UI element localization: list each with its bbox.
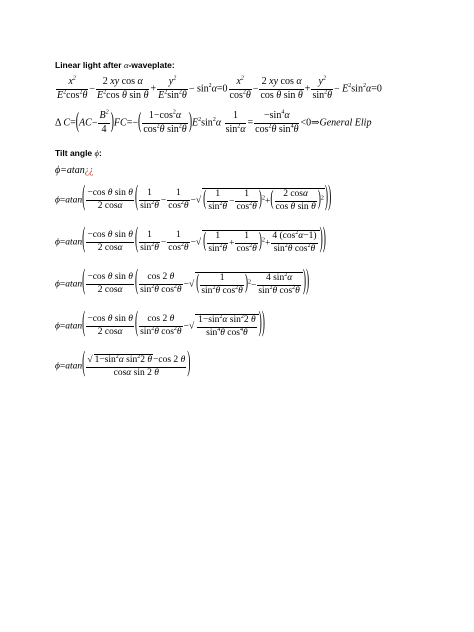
phi-equation-4: ϕ=atan( $\frac{\text{−cos θ sin θ}}{2 \cos\alpha}$ ( $\frac{\cos 2 \theta}{\sin^2\theta \cos^2\theta}$ −√ $\frac{1-\sin^2\alpha \sin^22 \theta}{\sin^4\theta \cos^4\theta}$ )) [55, 309, 265, 340]
missing-glyph-marker: ¿¿ [84, 165, 94, 176]
ellipse-equation: $\frac{x^2}{E^2\cos^2\theta}$ − $\frac{\text{2 xy cos α}}{E^2\cos \theta \sin \theta}$ + $\frac{y^2}{E^2\sin^2\theta}$ − $\sin^2\alpha=0$ $\frac{x^2}{\cos^2\theta}$ − $\frac{\text{2 xy cos α}}{\text{cos θ sin θ}}$ + $\frac{y^2}{\sin^2\theta}$ − $E^2\sin^2\alpha=0$ [57, 75, 382, 101]
phi-equation-2: ϕ=atan( $\frac{\text{−cos θ sin θ}}{2 \cos\alpha}$ ( $\frac{1}{\sin^2\theta}$ − $\frac{1}{\cos^2\theta}$ −√ ( $\frac{1}{\sin^2\theta}$ + $\frac{1}{\cos^2\theta}$ )$^2$+ $\frac{4 (\cos^2\alpha-1)}{\sin^2\theta \cos^2\theta}$ )) [55, 225, 326, 256]
phi-definition: ϕ=atan¿¿ [55, 165, 94, 176]
tilt-angle-heading: Tilt angle ϕ: [55, 148, 102, 158]
delta-c-equation: Δ C=(AC− $\frac{B^2}{4}$ )FC=−( $\frac{1-\cos^2\alpha}{\cos^2\theta \sin^2\theta}$ )$E^2\sin^2\alpha$ $\frac{1}{\sin^2\alpha}$ = $\frac{-\sin^4\alpha}{\cos^2\theta \sin^4\theta}$ <0⇒General Elip [55, 109, 372, 135]
general-ellipse-label: General Elip [319, 117, 372, 129]
phi-equation-1: ϕ=atan( $\frac{\text{−cos θ sin θ}}{2 \cos\alpha}$ ( $\frac{1}{\sin^2\theta}$ − $\frac{1}{\cos^2\theta}$ −√ ( $\frac{1}{\sin^2\theta}$ − $\frac{1}{\cos^2\theta}$ )$^2$+( $\frac{2 \cos\alpha}{\text{cos θ sin θ}}$ )$^2$)) [55, 183, 332, 214]
phi-equation-5: ϕ=atan( $\frac{√ 1-\sin^2\alpha \sin^22 \theta-\cos 2 \theta}{\text{cosα sin 2 θ}}$ ) [55, 349, 191, 380]
linear-light-heading: Linear light after α-waveplate: [55, 60, 175, 70]
phi-equation-3: ϕ=atan( $\frac{\text{−cos θ sin θ}}{2 \cos\alpha}$ ( $\frac{\cos 2 \theta}{\sin^2\theta \cos^2\theta}$ −√ ( $\frac{1}{\sin^2\theta \cos^2\theta}$ )$^2$− $\frac{4 \sin^2\alpha}{\sin^2\theta \cos^2\theta}$ )) [55, 267, 310, 298]
